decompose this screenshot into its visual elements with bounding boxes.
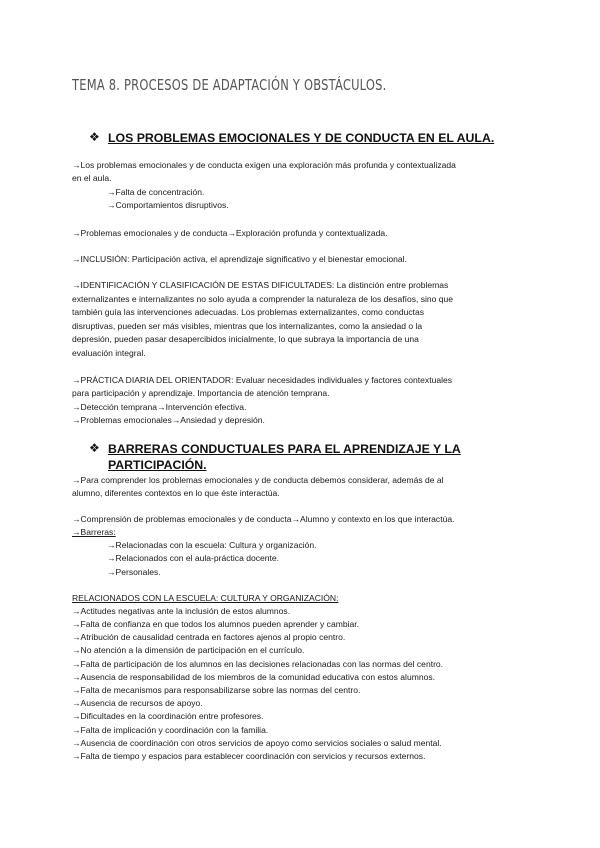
text-line: →Detección temprana→Intervención efectiva. [72,402,247,412]
text-line-barreras: →Barreras: [72,527,116,537]
list-item: →Comportamientos disruptivos. [107,200,229,210]
text-line: →Para comprender los problemas emocionales y de conducta debemos considerar, además de al [72,475,444,485]
list-item: →Relacionados con el aula-práctica docente. [107,553,279,563]
list-item: →Falta de tiempo y espacios para establecer coordinación con servicios y recursos externos. [72,751,426,761]
list-item: →Relacionadas con la escuela: Cultura y organización. [107,540,317,550]
list-item: →No atención a la dimensión de participación en el currículo. [72,645,305,655]
text-line: →IDENTIFICACIÓN Y CLASIFICACIÓN DE ESTAS DIFICULTADES: La distinción entre problemas [72,280,449,290]
list-item: →Ausencia de coordinación con otros servicios de apoyo como servicios sociales o salud mental. [72,738,442,748]
text-line: →Los problemas emocionales y de conducta exigen una exploración más profunda y contextualizada [72,160,456,170]
list-item: →Falta de mecanismos para responsabilizarse sobre las normas del centro. [72,685,361,695]
list-item: →Ausencia de recursos de apoyo. [72,698,203,708]
text-line: para participación y aprendizaje. Importancia de atención temprana. [72,388,330,398]
text-line: externalizantes e internalizantes no solo ayuda a comprender la naturaleza de los desafíos, sino que [72,294,454,304]
page-title: TEMA 8. PROCESOS DE ADAPTACIÓN Y OBSTÁCULOS. [72,76,387,94]
subheading-escuela: RELACIONADOS CON LA ESCUELA: CULTURA Y ORGANIZACIÓN: [72,593,339,603]
list-item: →Falta de concentración. [107,187,205,197]
text-line: depresión, pueden pasar desapercibidos inicialmente, lo que subraya la importancia de una [72,334,419,344]
list-item: →Atribución de causalidad centrada en factores ajenos al propio centro. [72,632,346,642]
diamond-bullet-icon: ❖ [89,441,100,455]
section-heading-problemas: LOS PROBLEMAS EMOCIONALES Y DE CONDUCTA EN EL AULA. [108,131,495,145]
section-heading-barreras-line1: BARRERAS CONDUCTUALES PARA EL APRENDIZAJE Y LA [108,442,461,456]
text-line: →Comprensión de problemas emocionales y de conducta→Alumno y contexto en los que interactúa. [72,514,455,524]
list-item: →Actitudes negativas ante la inclusión de estos alumnos. [72,606,291,616]
text-line: alumno, diferentes contextos en lo que éste interactúa. [72,488,280,498]
text-line: →PRÁCTICA DIARIA DEL ORIENTADOR: Evaluar necesidades individuales y factores contextuales [72,375,453,385]
list-item: →Dificultades en la coordinación entre profesores. [72,711,264,721]
list-item: →Personales. [107,567,161,577]
list-item: →Ausencia de responsabilidad de los miembros de la comunidad educativa con estos alumnos. [72,672,435,682]
list-item: →Falta de participación de los alumnos en las decisiones relacionadas con las normas del centro. [72,659,444,669]
text-line: →Problemas emocionales y de conducta→Exploración profunda y contextualizada. [72,228,388,238]
text-line: evaluación integral. [72,348,146,358]
text-line: en el aula. [72,173,112,183]
text-line: →INCLUSIÓN: Participación activa, el aprendizaje significativo y el bienestar emocional. [72,254,407,264]
text-line: también guía las intervenciones adecuadas. Los problemas externalizantes, como conductas [72,307,425,317]
diamond-bullet-icon: ❖ [89,130,100,144]
text-line: disruptivas, pueden ser más visibles, mientras que los internalizantes, como la ansiedad o la [72,321,423,331]
list-item: →Falta de implicación y coordinación con la familia. [72,725,269,735]
list-item: →Falta de confianza en que todos los alumnos pueden aprender y cambiar. [72,619,359,629]
text-line: →Problemas emocionales→Ansiedad y depresión. [72,415,265,425]
section-heading-barreras-line2: PARTICIPACIÓN. [108,458,207,472]
